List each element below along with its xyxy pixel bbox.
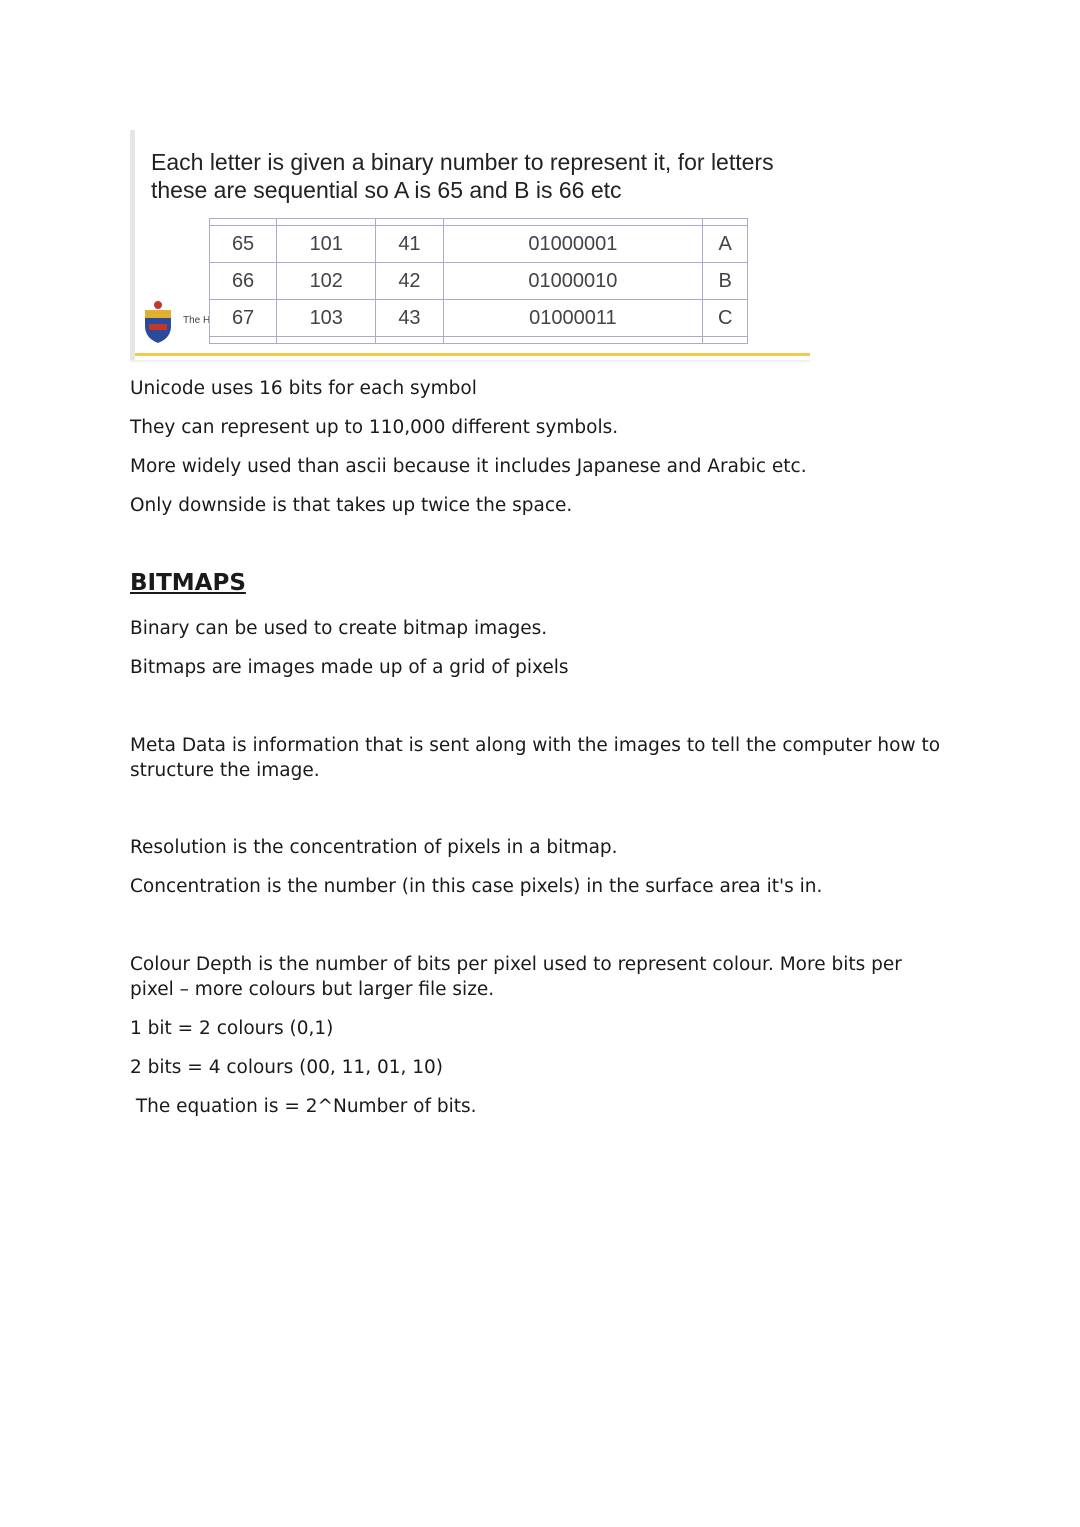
cell: 43 xyxy=(376,300,443,337)
cell: 101 xyxy=(277,226,376,263)
cell: 102 xyxy=(277,263,376,300)
cell: 41 xyxy=(376,226,443,263)
cell: A xyxy=(703,226,748,263)
slide-caption: Each letter is given a binary number to represent it, for letters these are sequential so A is 65 and B is 66 etc xyxy=(151,149,774,203)
paragraph: They can represent up to 110,000 different symbols. xyxy=(130,417,619,438)
cell: 66 xyxy=(210,263,277,300)
paragraph: 2 bits = 4 colours (00, 11, 01, 10) xyxy=(130,1057,444,1078)
table-row xyxy=(210,226,748,263)
cell: 42 xyxy=(376,263,443,300)
paragraph: 1 bit = 2 colours (0,1) xyxy=(130,1018,334,1039)
cell: 01000010 xyxy=(443,263,703,300)
cell: 65 xyxy=(210,226,277,263)
paragraph: Bitmaps are images made up of a grid of pixels xyxy=(130,657,569,678)
ascii-table xyxy=(209,218,748,344)
table-row xyxy=(210,300,748,337)
cell: 01000011 xyxy=(443,300,703,337)
ascii-slide-screenshot xyxy=(130,130,810,360)
slide-accent-line xyxy=(135,353,810,356)
table-row xyxy=(210,263,748,300)
section-heading: BITMAPS xyxy=(130,570,246,596)
paragraph: Binary can be used to create bitmap images. xyxy=(130,618,548,639)
paragraph: Unicode uses 16 bits for each symbol xyxy=(130,378,477,399)
cell: 01000001 xyxy=(443,226,703,263)
cell: 67 xyxy=(210,300,277,337)
paragraph: Resolution is the concentration of pixels in a bitmap. xyxy=(130,837,618,858)
cell: B xyxy=(703,263,748,300)
paragraph: Colour Depth is the number of bits per pixel used to represent colour. More bits per pixel – more colours but larger file size. xyxy=(130,954,902,1000)
logo-text: The H xyxy=(183,315,211,326)
paragraph: Only downside is that takes up twice the space. xyxy=(130,495,573,516)
paragraph: Concentration is the number (in this case pixels) in the surface area it's in. xyxy=(130,876,823,897)
cell: 103 xyxy=(277,300,376,337)
paragraph: Meta Data is information that is sent along with the images to tell the computer how to structure the image. xyxy=(130,735,941,781)
cell: C xyxy=(703,300,748,337)
school-crest-icon xyxy=(141,300,175,344)
paragraph: More widely used than ascii because it includes Japanese and Arabic etc. xyxy=(130,456,807,477)
paragraph: The equation is = 2^Number of bits. xyxy=(130,1096,477,1117)
